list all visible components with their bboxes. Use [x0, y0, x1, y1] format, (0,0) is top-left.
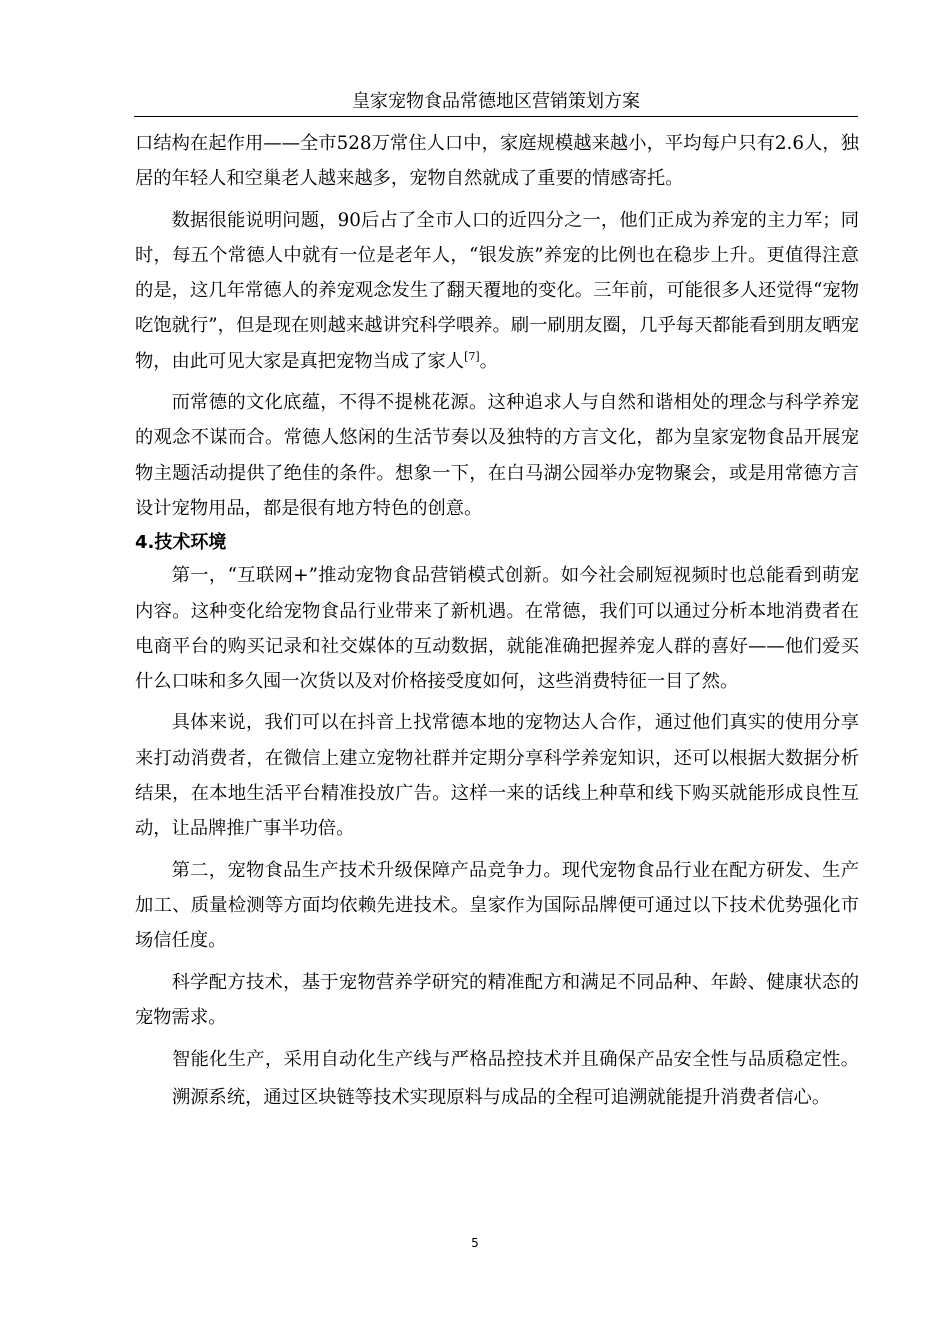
paragraph-cultural-background: 而常德的文化底蕴，不得不提桃花源。这种追求人与自然和谐相处的理念与科学养宠的观念不谋而合。常德人悠闲的生活节奏以及独特的方言文化，都为皇家宠物食品开展宠物主题活动提供了绝佳的条件。想象一下，在白马湖公园举办宠物聚会，或是用常德方言设计宠物用品，都是很有地方特色的创意。 — [135, 392, 859, 519]
paragraph-pet-owner-demographics — [135, 203, 859, 379]
citation-reference[interactable]: [7] — [464, 349, 480, 363]
page-number: 5 — [471, 1236, 479, 1250]
paragraph-text: 数据很能说明问题，90后占了全市人口的近四分之一，他们正成为养宠的主力军；同时，每五个常德人中就有一位是老年人，“银发族”养宠的比例也在稳步上升。更值得注意的是，这几年常德人的养宠观念发生了翻天覆地的变化。三年前，可能很多人还觉得“宠物吃饱就行”，但是现在则越来越讲究科学喂养。刷一刷朋友圈，几乎每天都能看到朋友晒宠物，由此可见大家是真把宠物当成了家人 — [135, 209, 859, 372]
running-header: 皇家宠物食品常德地区营销策划方案 — [134, 90, 858, 117]
section-heading-tech-environment: 4.技术环境 — [135, 532, 227, 554]
paragraph-production-technology: 第二，宠物食品生产技术升级保障产品竞争力。现代宠物食品行业在配方研发、生产加工、质量检测等方面均依赖先进技术。皇家作为国际品牌便可通过以下技术优势强化市场信任度。 — [135, 859, 859, 952]
paragraph-internet-plus: 第一，“互联网+”推动宠物食品营销模式创新。如今社会刷短视频时也总能看到萌宠内容。这种变化给宠物食品行业带来了新机遇。在常德，我们可以通过分析本地消费者在电商平台的购买记录和社交媒体的互动数据，就能准确把握养宠人群的喜好——他们爱买什么口味和多久囤一次货以及对价格接受度如何，这些消费特征一目了然。 — [135, 565, 859, 693]
paragraph-social-media-strategy: 具体来说，我们可以在抖音上找常德本地的宠物达人合作，通过他们真实的使用分享来打动消费者，在微信上建立宠物社群并定期分享科学养宠知识，还可以根据大数据分析结果，在本地生活平台精准投放广告。这样一来的话线上种草和线下购买就能形成良性互动，让品牌推广事半功倍。 — [135, 712, 859, 840]
paragraph-scientific-formula: 科学配方技术，基于宠物营养学研究的精准配方和满足不同品种、年龄、健康状态的宠物需求。 — [135, 971, 859, 1028]
document-body — [135, 126, 859, 1117]
indented-block — [135, 1041, 859, 1117]
paragraph-end-punctuation: 。 — [479, 350, 498, 372]
paragraph-population-structure: 口结构在起作用——全市528万常住人口中，家庭规模越来越小，平均每户只有2.6人，独居的年轻人和空巢老人越来越多，宠物自然就成了重要的情感寄托。 — [135, 133, 859, 190]
paragraph-smart-production: 智能化生产，采用自动化生产线与严格品控技术并且确保产品安全性与品质稳定性。溯源系统，通过区块链等技术实现原料与成品的全程可追溯就能提升消费者信心。 — [172, 1049, 859, 1109]
